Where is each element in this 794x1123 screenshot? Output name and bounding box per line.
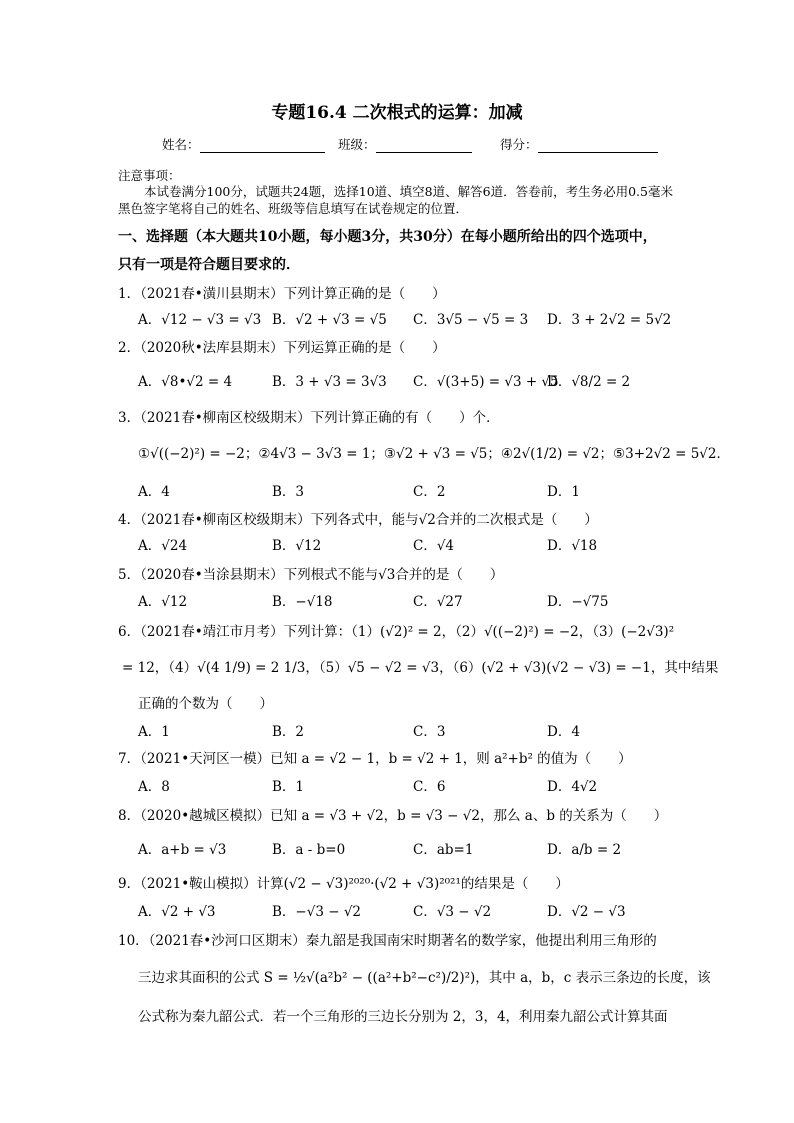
q4-option-c[interactable]: C．√4 [413, 538, 455, 554]
q6-option-a[interactable]: A．1 [138, 724, 170, 740]
name-label: 姓名： [162, 137, 200, 152]
q2-option-c[interactable]: C．√(3+5) = √3 + √5 [413, 374, 559, 390]
q10-line-2: 三边求其面积的公式 S = ½√(a²b² − ((a²+b²−c²)/2)²)，其中 a，b，c 表示三条边的长度，该 [138, 970, 711, 986]
q9-option-d[interactable]: D．√2 − √3 [547, 904, 626, 920]
q3-option-a[interactable]: A．4 [138, 484, 170, 500]
score-field [500, 135, 658, 153]
q7-option-b[interactable]: B．1 [272, 779, 305, 795]
score-label: 得分： [500, 137, 538, 152]
question-5-stem: 5．（2020春•当涂县期末）下列根式不能与√3合并的是（ ） [118, 567, 504, 583]
q9-option-b[interactable]: B．−√3 − √2 [272, 904, 362, 920]
class-label: 班级： [338, 137, 376, 152]
q4-option-a[interactable]: A．√24 [138, 538, 188, 554]
q8-option-d[interactable]: D．a/b = 2 [547, 842, 622, 858]
q3-option-b[interactable]: B．3 [272, 484, 305, 500]
q1-option-b[interactable]: B．√2 + √3 = √5 [272, 312, 387, 328]
q2-option-b[interactable]: B．3 + √3 = 3√3 [272, 374, 387, 390]
q3-option-c[interactable]: C．2 [413, 484, 446, 500]
class-field [338, 135, 472, 153]
q8-option-a[interactable]: A．a+b = √3 [138, 842, 227, 858]
q6-option-b[interactable]: B．2 [272, 724, 305, 740]
question-10-stem: 10．（2021春•沙河口区期末）秦九韶是我国南宋时期著名的数学家，他提出利用三角形的 [118, 933, 657, 949]
question-4-stem: 4．（2021春•柳南区校级期末）下列各式中，能与√2合并的二次根式是（ ） [118, 512, 598, 528]
q6-line-3: 正确的个数为（ ） [138, 696, 273, 712]
q1-option-a[interactable]: A．√12 − √3 = √3 [138, 312, 262, 328]
section-heading-2: 只有一项是符合题目要求的． [118, 257, 300, 273]
q4-option-b[interactable]: B．√12 [272, 538, 322, 554]
q8-option-c[interactable]: C．ab=1 [413, 842, 474, 858]
q1-option-c[interactable]: C．3√5 − √5 = 3 [413, 312, 529, 328]
q2-option-d[interactable]: D．√8/2 = 2 [547, 374, 631, 390]
q5-option-a[interactable]: A．√12 [138, 594, 188, 610]
q2-option-a[interactable]: A．√8•√2 = 4 [138, 374, 233, 390]
q1-option-d[interactable]: D．3 + 2√2 = 5√2 [547, 312, 672, 328]
q3-statements: ①√((−2)²) = −2；②4√3 − 3√3 = 1；③√2 + √3 = √5；④2√(1/2) = √2；⑤3+2√2 = 5√2． [138, 446, 730, 462]
score-blank[interactable] [538, 138, 658, 153]
q6-option-d[interactable]: D．4 [547, 724, 580, 740]
q6-option-c[interactable]: C．3 [413, 724, 446, 740]
question-1-stem: 1．（2021春•潢川县期末）下列计算正确的是（ ） [118, 286, 446, 302]
section-heading-1: 一、选择题（本大题共10小题，每小题3分，共30分）在每小题所给出的四个选项中， [118, 229, 657, 245]
class-blank[interactable] [376, 138, 472, 153]
question-3-stem: 3．（2021春•柳南区校级期末）下列计算正确的有（ ）个． [118, 410, 500, 426]
q3-option-d[interactable]: D．1 [547, 484, 580, 500]
q4-option-d[interactable]: D．√18 [547, 538, 598, 554]
question-7-stem: 7．（2021•天河区一模）已知 a = √2 − 1，b = √2 + 1，则 a²+b² 的值为（ ） [118, 751, 632, 767]
q9-option-a[interactable]: A．√2 + √3 [138, 904, 216, 920]
question-9-stem: 9．（2021•鞍山模拟）计算(√2 − √3)²⁰²⁰·(√2 + √3)²⁰²¹的结果是（ ） [118, 876, 569, 892]
notes-body: 本试卷满分100分，试题共24题，选择10道、填空8道、解答6道．答卷前，考生务必用0.5毫米黑色签字笔将自己的姓名、班级等信息填写在试卷规定的位置． [118, 184, 673, 216]
q8-option-b[interactable]: B．a - b=0 [272, 842, 346, 858]
q5-option-c[interactable]: C．√27 [413, 594, 463, 610]
question-8-stem: 8．（2020•越城区模拟）已知 a = √3 + √2，b = √3 − √2，那么 a、b 的关系为（ ） [118, 808, 668, 824]
q7-option-c[interactable]: C．6 [413, 779, 446, 795]
q7-option-d[interactable]: D．4√2 [547, 779, 598, 795]
q6-line-2: = 12，（4）√(4 1/9) = 2 1/3，（5）√5 − √2 = √3，（6）(√2 + √3)(√2 − √3) = −1，其中结果 [122, 660, 719, 676]
question-2-stem: 2．（2020秋•法库县期末）下列运算正确的是（ ） [118, 340, 446, 356]
q5-option-b[interactable]: B．−√18 [272, 594, 333, 610]
name-field [162, 135, 325, 153]
q10-line-3: 公式称为秦九韶公式．若一个三角形的三边长分别为 2，3，4，利用秦九韶公式计算其面 [138, 1009, 668, 1025]
q7-option-a[interactable]: A．8 [138, 779, 170, 795]
q9-option-c[interactable]: C．√3 − √2 [413, 904, 492, 920]
q5-option-d[interactable]: D．−√75 [547, 594, 609, 610]
question-6-stem: 6．（2021春•靖江市月考）下列计算：（1）(√2)² = 2，（2）√((−2)²) = −2，（3）(−2√3)² [118, 624, 675, 640]
name-blank[interactable] [200, 138, 325, 153]
page-title: 专题16.4 二次根式的运算：加减 [271, 103, 523, 123]
notes-heading: 注意事项： [118, 168, 181, 183]
